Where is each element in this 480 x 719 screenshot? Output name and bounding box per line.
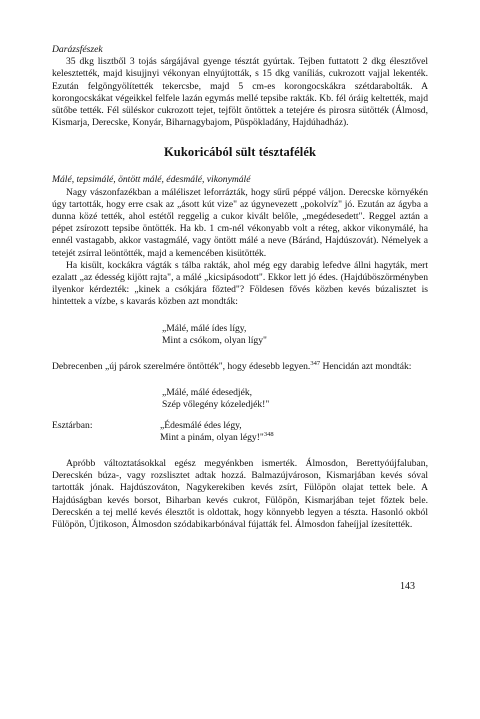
- verse-2: [162, 387, 428, 411]
- esztarban-label: Esztárban:: [52, 419, 93, 431]
- verse-2-line-2: Szép vőlegény kózeledjék!": [162, 399, 270, 411]
- hencida-text: Hencidán azt mondták:: [320, 361, 412, 373]
- debrecen-text: Debrecenben „új párok szerelmére öntötték", hogy édesebb legyen.: [52, 361, 311, 373]
- esztarban-verse-row: [52, 420, 428, 444]
- section-subheading-male: Málé, tepsimálé, öntött málé, édesmálé, vikonymálé: [52, 174, 251, 186]
- verse-1: [162, 323, 428, 347]
- footnote-ref-348: 348: [263, 430, 274, 438]
- footnote-ref-347: 347: [310, 359, 321, 367]
- page-number: 143: [400, 581, 415, 592]
- paragraph-debrecen: [52, 361, 428, 373]
- paragraph-darazsfeszek: 35 dkg lisztből 3 tojás sárgájával gyenge tésztát gyúrtak. Tejben futtatott 2 dkg élesztővel kelesztették, majd kisujjnyi vékonyan elnyújtották, s 15 dkg vaníliás, cukrozott vajjal lekenték. Ezután felgöngyölítették tekercsbe, majd 5 cm-es korongocskákra szétdarabolták. A korongocskákat végeikkel felfele lazán egymás mellé tepsibe rakták. Kb. fél óráig keltették, majd sütőbe tették. Fél süléskor cukrozott tejet, tejfölt öntöttek a tetejére és pirosra sütötték (Álmosd, Kismarja, Derecske, Konyár, Biharnagybajom, Püspökladány, Hajdúhadház).: [52, 56, 428, 129]
- verse-2-line-1: „Málé, málé édesedjék,: [162, 387, 253, 399]
- verse-1-line-2: Mint a csókom, olyan lígy": [162, 334, 267, 346]
- verse-3-line-1: „Édesmálé édes légy,: [160, 419, 242, 431]
- paragraph-male-1: Nagy vászonfazékban a máléliszet leforrázták, hogy sűrű péppé váljon. Derecske környékén úgy tartották, hogy erre csak az „ásott kút vize" az úgynevezett „pokolvíz" jó. Ezután az ágyba a dunna közé tették, ahol estétől reggelig a cukor kivált belőle, „megédesedett". Reggel aztán a pépet zsírozott tepsibe öntötték. Ha kb. 1 cm-nél vékonyabb volt a réteg, akkor vikonymálé, ha ennél vastagabb, akkor vastagmálé, vagy öntött málé a neve (Báránd, Hajdúszovát). Némelyek a tetejét zsírral leöntötték, majd a kemencében kisütötték.: [52, 186, 428, 259]
- paragraph-male-2: Ha kisült, kockákra vágták s tálba rakták, ahol még egy darabig lefedve állni hagyták, mert ezalatt „az édesség kijött rajta", a málé „kicsipásodott". Ekkor lett jó édes. (Hajdúböszörményben ilyenkor kérdezték: „kinek a csókjára főzted"? Földesen fővés közben kevés búzalisztet is hintettek a vízbe, s kavarás közben azt mondták:: [52, 259, 428, 308]
- paragraph-closing: Apróbb változtatásokkal egész megyénkben ismerték. Álmosdon, Berettyóújfaluban, Derecskén búza-, vagy rozslisztet adtak hozzá. Balmazújvároson, Kismarjában kevés sóval tartották jónak. Hajdúszováton, Nagykerekiben kevés zsírt, Fülöpön olajat tettek bele. A Hajdúságban kevés borsot, Biharban kevés cukrot, Fülöpön, Kismarjában tejet főztek bele. Derecskén a tej mellé kevés élesztőt is oldottak, hogy könnyebb legyen a tészta. Hasonló okból Fülöpön, Újtikoson, Álmosdon szódabikarbónával fújatták fel. Álmosdon faheíjjal ízesítették.: [52, 458, 428, 531]
- verse-3-line-2: Mint a pinám, olyan légy!"$^{348}$: [160, 430, 274, 443]
- chapter-title: Kukoricából sült tésztafélék: [163, 145, 317, 160]
- verse-3: [160, 420, 274, 444]
- section-heading-darazsfeszek: Darázsfészek: [52, 44, 103, 55]
- verse-1-line-1: „Málé, málé ídes lígy,: [162, 322, 247, 334]
